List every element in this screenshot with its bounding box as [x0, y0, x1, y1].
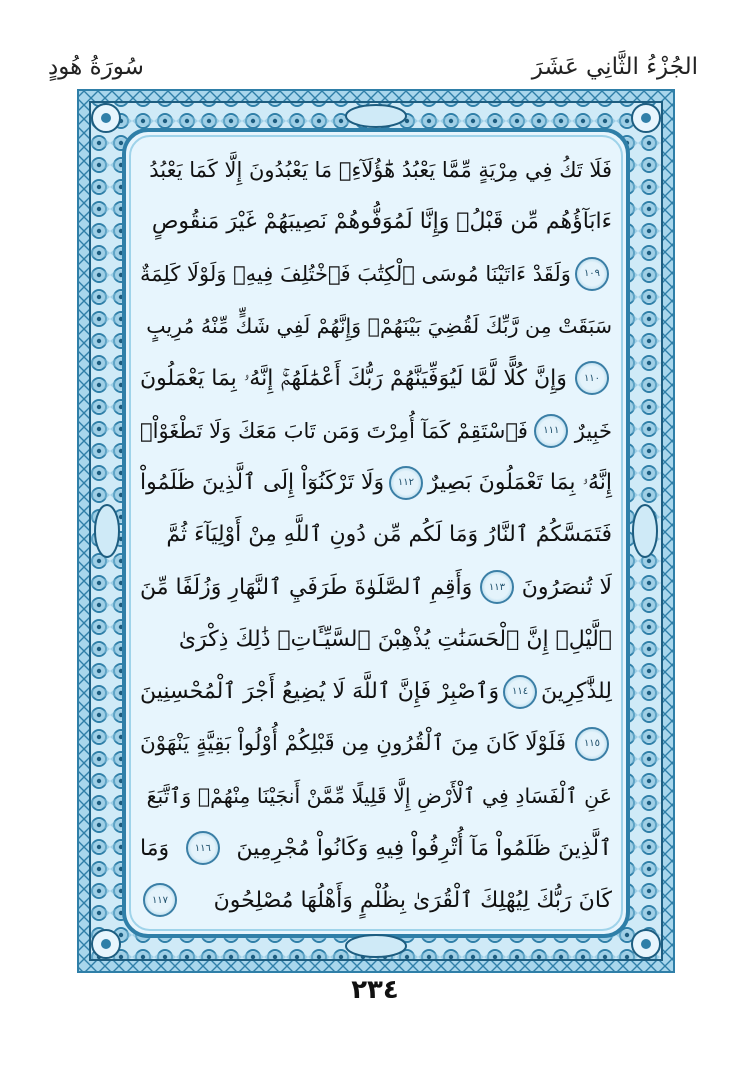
verse-text: وَأَقِمِ ٱلصَّلَوٰةَ طَرَفَيِ ٱلنَّهَارِ وَزُلَفًا مِّنَ	[140, 574, 473, 600]
verse-text: كَانَ رَبُّكَ لِيُهْلِكَ ٱلْقُرَىٰ بِظُلْمٍ وَأَهْلُهَا مُصْلِحُونَ	[213, 887, 612, 913]
verse-text: وَلَقَدْ ءَاتَيْنَا مُوسَى ٱلْكِتَٰبَ فَٱخْتُلِفَ فِيهِۚ وَلَوْلَا كَلِمَةٌ	[140, 261, 571, 286]
quran-text-panel	[140, 145, 612, 928]
verse-text: وَإِنَّ كُلًّا لَّمَّا لَيُوَفِّيَنَّهُمْ رَبُّكَ أَعْمَٰلَهُمْۚ إِنَّهُۥ بِمَا يَعْمَلُونَ	[140, 365, 567, 391]
ayah-number-marker: ١١٥	[575, 727, 609, 761]
verse-line	[140, 354, 612, 403]
verse-text: وَمَا	[140, 835, 170, 861]
verse-line	[140, 302, 612, 351]
verse-line	[140, 197, 612, 246]
verse-line	[140, 510, 612, 559]
verse-text: وَٱصْبِرْ فَإِنَّ ٱللَّهَ لَا يُضِيعُ أَجْرَ ٱلْمُحْسِنِينَ	[140, 679, 500, 704]
verse-line	[140, 249, 612, 298]
page-number: ٢٣٤	[351, 975, 399, 1005]
verse-line	[140, 719, 612, 768]
surah-title: سُورَةُ هُودٍ	[48, 54, 144, 80]
verse-line	[140, 824, 612, 873]
ayah-number-marker: ١١٧	[143, 883, 177, 917]
ayah-number-marker: ١١١	[534, 414, 568, 448]
verse-text: فَلَوْلَا كَانَ مِنَ ٱلْقُرُونِ مِن قَبْلِكُمْ أُوْلُواْ بَقِيَّةٍ يَنْهَوْنَ	[140, 731, 567, 757]
verse-line	[140, 771, 612, 820]
verse-line	[140, 145, 612, 194]
verse-text: ءَابَآؤُهُم مِّن قَبْلُۚ وَإِنَّا لَمُوَفُّوهُمْ نَصِيبَهُمْ غَيْرَ مَنقُوصٍ	[151, 209, 612, 235]
verse-text: خَبِيرٌ	[574, 418, 612, 443]
ayah-number-marker: ١١٤	[503, 675, 537, 709]
ayah-number-marker: ١١٢	[389, 466, 423, 500]
verse-line	[140, 406, 612, 455]
verse-text: إِنَّهُۥ بِمَا تَعْمَلُونَ بَصِيرٌ	[427, 470, 612, 496]
verse-line	[140, 876, 612, 925]
verse-text: ٱلَّيْلِۚ إِنَّ ٱلْحَسَنَٰتِ يُذْهِبْنَ ٱلسَّيِّـَٔاتِۚ ذَٰلِكَ ذِكْرَىٰ	[178, 626, 612, 652]
verse-text: ٱلَّذِينَ ظَلَمُواْ مَآ أُتْرِفُواْ فِيهِ وَكَانُواْ مُجْرِمِينَ	[236, 835, 612, 861]
juz-title: الجُزْءُ الثَّانِي عَشَرَ	[531, 54, 698, 80]
verse-text: لِلذَّٰكِرِينَ	[540, 679, 612, 704]
ayah-number-marker: ١١٣	[480, 570, 514, 604]
ayah-number-marker: ١١٦	[186, 831, 220, 865]
verse-text: عَنِ ٱلْفَسَادِ فِي ٱلْأَرْضِ إِلَّا قَلِيلًا مِّمَّنْ أَنجَيْنَا مِنْهُمْۗ وَٱتَّبَعَ	[146, 783, 612, 808]
verse-line	[140, 563, 612, 612]
verse-line	[140, 667, 612, 716]
verse-text: فَتَمَسَّكُمُ ٱلنَّارُ وَمَا لَكُم مِّن دُونِ ٱللَّهِ مِنْ أَوْلِيَآءَ ثُمَّ	[166, 522, 612, 548]
verse-text: فَٱسْتَقِمْ كَمَآ أُمِرْتَ وَمَن تَابَ مَعَكَ وَلَا تَطْغَوْاْۚ	[140, 418, 528, 443]
verse-line	[140, 615, 612, 664]
ayah-number-marker: ١٠٩	[575, 257, 609, 291]
verse-text: سَبَقَتْ مِن رَّبِّكَ لَقُضِيَ بَيْنَهُمْۚ وَإِنَّهُمْ لَفِي شَكٍّ مِّنْهُ مُرِيبٍ	[146, 314, 612, 339]
verse-text: فَلَا تَكُ فِي مِرْيَةٍ مِّمَّا يَعْبُدُ هَٰٓؤُلَآءِۚ مَا يَعْبُدُونَ إِلَّا كَمَا يَعْبُدُ	[149, 157, 612, 182]
verse-line	[140, 458, 612, 507]
verse-text: لَا تُنصَرُونَ	[521, 574, 612, 600]
ayah-number-marker: ١١٠	[575, 361, 609, 395]
verse-text: وَلَا تَرْكَنُوٓاْ إِلَى ٱلَّذِينَ ظَلَمُواْ	[140, 470, 385, 496]
